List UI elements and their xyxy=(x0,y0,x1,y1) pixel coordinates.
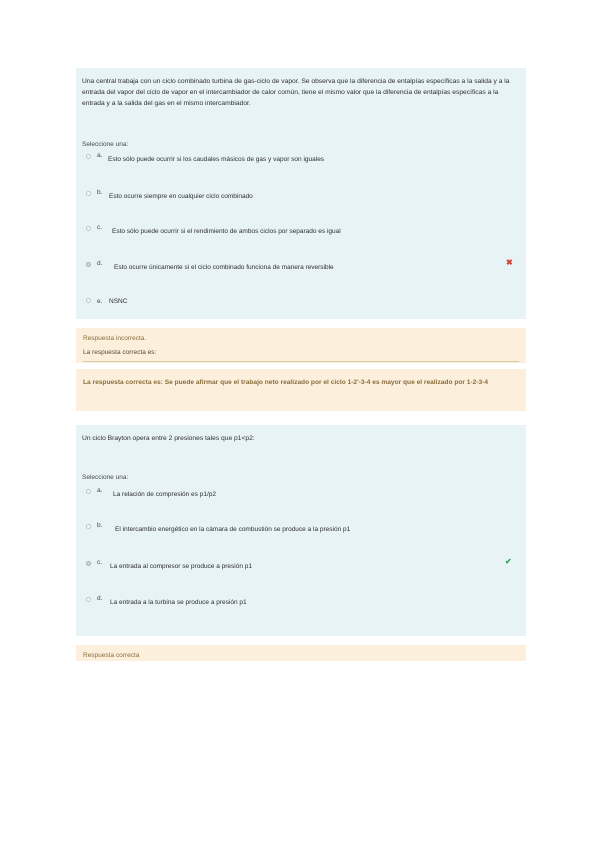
correct-answer-text: La respuesta correcta es: Se puede afirmar que el trabajo neto realizado por el ciclo 1-2'-3-4 es mayor que el realizado por 1-2-3-4 xyxy=(83,379,489,386)
feedback-1-status: Respuesta incorrecta. xyxy=(83,335,147,342)
option-letter: a. xyxy=(97,487,103,494)
option-text: La entrada a la turbina se produce a presión p1 xyxy=(110,599,247,606)
question-1-option-d[interactable] xyxy=(86,262,514,274)
radio-button[interactable] xyxy=(86,524,91,529)
option-letter: a. xyxy=(97,152,103,159)
incorrect-icon: ✖ xyxy=(506,258,513,267)
question-2-option-a[interactable] xyxy=(86,489,514,501)
feedback-2-box xyxy=(76,645,526,661)
feedback-1-box xyxy=(76,328,526,363)
radio-button-selected[interactable] xyxy=(86,262,91,267)
option-letter: d. xyxy=(97,260,103,267)
question-2-option-b[interactable] xyxy=(86,524,514,536)
radio-button[interactable] xyxy=(86,597,91,602)
feedback-2-status: Respuesta correcta xyxy=(83,652,140,659)
question-2-option-d[interactable] xyxy=(86,597,514,609)
radio-button[interactable] xyxy=(86,191,91,196)
option-text: El intercambio energético en la cámara de combustión se produce a la presión p1 xyxy=(115,526,351,533)
radio-button[interactable] xyxy=(86,489,91,494)
option-text: NSNC xyxy=(109,298,128,305)
option-text: La entrada al compresor se produce a presión p1 xyxy=(110,563,253,570)
radio-button[interactable] xyxy=(86,298,91,303)
option-letter: d. xyxy=(97,595,103,602)
question-1-option-c[interactable] xyxy=(86,226,514,238)
correct-icon: ✔ xyxy=(505,557,512,566)
option-letter: e. xyxy=(97,298,103,305)
question-2-option-c[interactable] xyxy=(86,561,514,573)
option-letter: b. xyxy=(97,522,103,529)
radio-button[interactable] xyxy=(86,226,91,231)
question-1-box xyxy=(76,68,526,319)
option-text: La relación de compresión es p1/p2 xyxy=(113,491,216,498)
option-letter: c. xyxy=(97,224,103,231)
question-1-select-label: Seleccione una: xyxy=(82,141,129,148)
option-letter: b. xyxy=(97,189,103,196)
option-text: Esto ocurre únicamente si el ciclo combinado funciona de manera reversible xyxy=(114,264,334,271)
option-letter: c. xyxy=(97,559,103,566)
option-text: Esto ocurre siempre en cualquier ciclo combinado xyxy=(109,193,253,200)
feedback-1-cut-line xyxy=(83,361,519,362)
question-1-option-e[interactable] xyxy=(86,298,514,310)
question-2-select-label: Seleccione una: xyxy=(82,474,129,481)
question-1-text: Una central trabaja con un ciclo combinado turbina de gas-ciclo de vapor. Se observa que la diferencia de entalpías específicas a la salida y a la entrada del vapor del ciclo de vapor en el intercambiador de calor común, tiene el mismo valor que la diferencia de entalpías específicas a la entrada y a la salida del gas en el mismo intercambiador. xyxy=(82,78,510,107)
option-text: Esto sólo puede ocurrir si el rendimiento de ambos ciclos por separado es igual xyxy=(112,228,341,235)
feedback-1-correct-label: La respuesta correcta es: xyxy=(83,349,157,356)
option-text: Esto sólo puede ocurrir si los caudales másicos de gas y vapor son iguales xyxy=(108,156,325,163)
question-2-text: Un ciclo Brayton opera entre 2 presiones tales que p1<p2: xyxy=(82,435,255,442)
question-1-option-b[interactable] xyxy=(86,191,514,203)
radio-button-selected[interactable] xyxy=(86,561,91,566)
correct-answer-box xyxy=(76,369,526,411)
question-2-box xyxy=(76,425,526,636)
question-1-option-a[interactable] xyxy=(86,154,514,166)
radio-button[interactable] xyxy=(86,154,91,159)
